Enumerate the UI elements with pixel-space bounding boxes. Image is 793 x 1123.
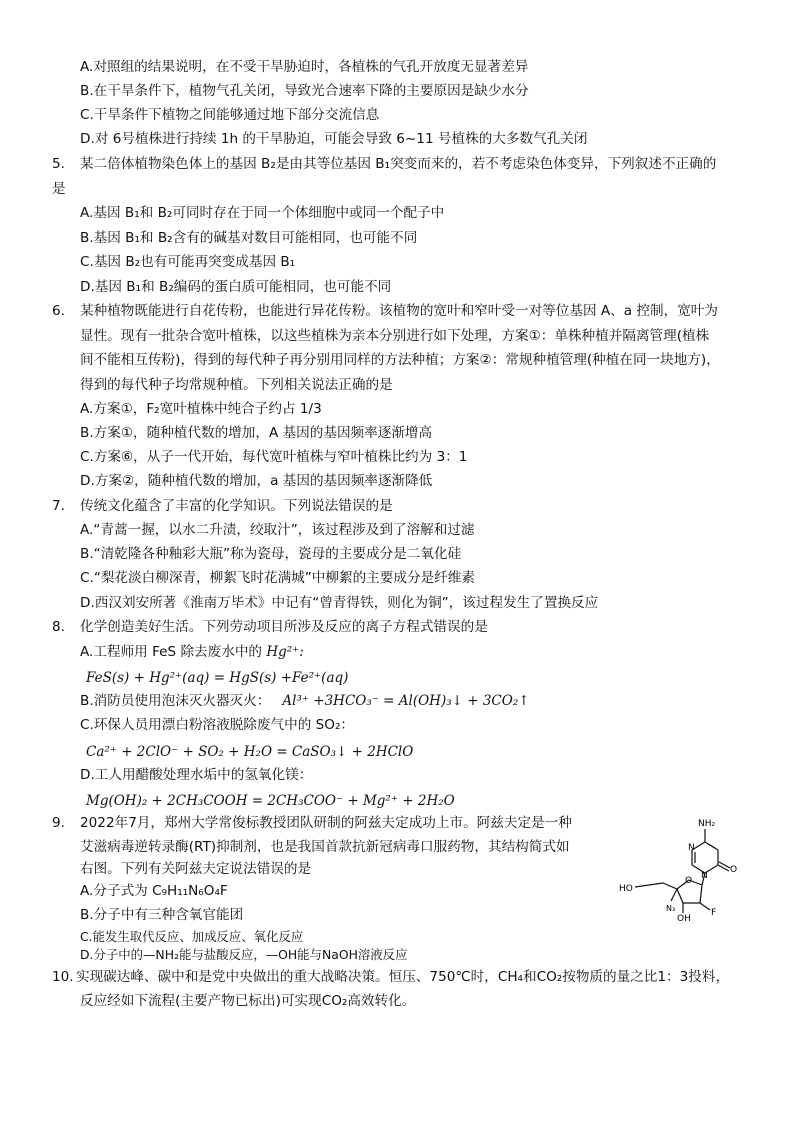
q9-option-b: B.分子中有三种含氧官能团 — [80, 907, 244, 923]
q9-stem-line: 右图。下列有关阿兹夫定说法错误的是 — [80, 861, 312, 877]
q10-number: 10. — [52, 969, 74, 985]
q4-option-c: C.干旱条件下植物之间能够通过地下部分交流信息 — [80, 107, 380, 123]
q7-option-b: B.“清乾隆各种釉彩大瓶”称为瓷母，瓷母的主要成分是二氧化硅 — [80, 546, 462, 562]
q8-formula-b: Al³⁺ +3HCO₃⁻ = Al(OH)₃↓ + 3CO₂↑ — [282, 693, 530, 709]
q4-option-b: B.在干旱条件下，植物气孔关闭，导致光合速率下降的主要原因是缺少水分 — [80, 83, 529, 99]
q7-option-a: A.“青蒿一握，以水二升渍，绞取汁”，该过程涉及到了溶解和过滤 — [80, 522, 475, 538]
q8-option-a-text: A.工程师用 FeS 除去废水中的 — [80, 644, 267, 660]
q6-stem-line: 间不能相互传粉)，得到的每代种子再分别用同样的方法种植；方案②：常规种植管理(种植在同一块地方)， — [80, 352, 720, 368]
q5-stem: 某二倍体植物染色体上的基因 B₂是由其等位基因 B₁突变而来的，若不考虑染色体变异，下列叙述不正确的 — [80, 156, 717, 172]
q6-option-d: D.方案②，随种植代数的增加，a 基因的基因频率逐渐降低 — [80, 473, 433, 489]
azvudine-structure-figure — [605, 815, 755, 935]
q9-stem-line: 2022年7月，郑州大学常俊标教授团队研制的阿兹夫定成功上市。阿兹夫定是一种 — [80, 815, 572, 831]
ho-label: HO — [619, 884, 633, 894]
n-label: N — [688, 843, 695, 853]
q6-stem-line: 显性。现有一批杂合宽叶植株，以这些植株为亲本分别进行如下处理，方案①：单株种植并隔离管理(植株 — [80, 328, 710, 344]
q7-number: 7. — [52, 498, 65, 514]
f-label: F — [711, 908, 717, 918]
q5-option-a: A.基因 B₁和 B₂可同时存在于同一个体细胞中或同一个配子中 — [80, 205, 445, 221]
q7-stem: 传统文化蕴含了丰富的化学知识。下列说法错误的是 — [80, 498, 393, 514]
o-label: O — [730, 865, 738, 875]
q9-stem-line: 艾滋病毒逆转录酶(RT)抑制剂，也是我国首款抗新冠病毒口服药物，其结构简式如 — [80, 839, 570, 855]
q8-option-b-text: B.消防员使用泡沫灭火器灭火： — [80, 693, 271, 709]
q7-option-c: C.“梨花淡白柳深青，柳絮飞时花满城”中柳絮的主要成分是纤维素 — [80, 570, 475, 586]
q8-option-c: C.环保人员用漂白粉溶液脱除废气中的 SO₂： — [80, 717, 355, 733]
oh-label: OH — [677, 914, 691, 924]
q6-stem-line: 得到的每代种子均常规种植。下列相关说法正确的是 — [80, 377, 393, 393]
q5-number: 5. — [52, 156, 65, 172]
q5-stem-cont: 是 — [52, 181, 66, 197]
q8-option-a-ion: Hg²⁺: — [266, 644, 304, 660]
q9-option-a: A.分子式为 C₉H₁₁N₆O₄F — [80, 883, 228, 899]
n3-label: N₃ — [666, 904, 676, 913]
q8-formula-d: Mg(OH)₂ + 2CH₃COOH = 2CH₃COO⁻ + Mg²⁺ + 2H₂O — [86, 793, 455, 809]
q6-option-b: B.方案①，随种植代数的增加，A 基因的基因频率逐渐增高 — [80, 425, 433, 441]
q8-option-d: D.工人用醋酸处理水垢中的氢氧化镁： — [80, 767, 313, 783]
q10-stem: 实现碳达峰、碳中和是党中央做出的重大战略决策。恒压、750℃时，CH₄和CO₂按物质的量之比1：3投料， — [76, 969, 730, 985]
o-label: O — [685, 876, 693, 886]
q9-number: 9. — [52, 815, 65, 831]
q5-option-b: B.基因 B₁和 B₂含有的碱基对数目可能相同，也可能不同 — [80, 230, 418, 246]
q9-option-d: D.分子中的—NH₂能与盐酸反应，—OH能与NaOH溶液反应 — [80, 947, 408, 962]
q5-option-d: D.基因 B₁和 B₂编码的蛋白质可能相同，也可能不同 — [80, 279, 392, 295]
q9-option-c: C.能发生取代反应、加成反应、氧化反应 — [80, 929, 304, 944]
n-label: N — [701, 871, 708, 881]
q8-number: 8. — [52, 619, 65, 635]
q8-stem: 化学创造美好生活。下列劳动项目所涉及反应的离子方程式错误的是 — [80, 619, 488, 635]
q6-number: 6. — [52, 303, 65, 319]
q4-option-a: A.对照组的结果说明，在不受干旱胁迫时，各植株的气孔开放度无显著差异 — [80, 59, 529, 75]
q4-option-d: D.对 6号植株进行持续 1h 的干旱胁迫，可能会导致 6~11 号植株的大多数气孔关闭 — [80, 131, 588, 147]
q5-option-c: C.基因 B₂也有可能再突变成基因 B₁ — [80, 254, 296, 270]
q10-stem-cont: 反应经如下流程(主要产物已标出)可实现CO₂高效转化。 — [80, 993, 416, 1009]
q8-formula-c: Ca²⁺ + 2ClO⁻ + SO₂ + H₂O = CaSO₃↓ + 2HClO — [86, 744, 414, 760]
q7-option-d: D.西汉刘安所著《淮南万毕术》中记有“曾青得铁，则化为铜”，该过程发生了置换反应 — [80, 595, 599, 611]
q6-stem-line: 某种植物既能进行自花传粉，也能进行异花传粉。该植物的宽叶和窄叶受一对等位基因 A、a 控制，宽叶为 — [80, 303, 718, 319]
q6-option-c: C.方案⑥，从子一代开始，每代宽叶植株与窄叶植株比约为 3：1 — [80, 449, 468, 465]
q8-formula-a: FeS(s) + Hg²⁺(aq) = HgS(s) +Fe²⁺(aq) — [86, 670, 349, 686]
nh2-label: NH₂ — [698, 819, 716, 829]
q8-option-a — [80, 643, 304, 661]
q6-option-a: A.方案①，F₂宽叶植株中纯合子约占 1/3 — [80, 401, 322, 417]
q8-option-b — [80, 692, 530, 710]
